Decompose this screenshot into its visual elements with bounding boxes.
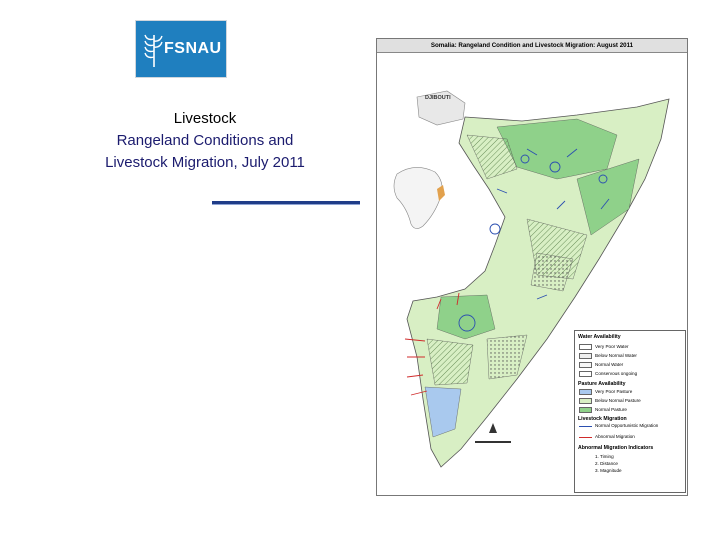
title-line-2: Rangeland Conditions and [116,132,294,149]
legend-line-blue [579,426,592,427]
legend-item: 2. Distance [595,461,618,466]
legend-swatch [579,344,592,350]
legend-item: Below Normal Water [595,353,637,358]
legend-swatch [579,353,592,359]
legend-item: Abnormal Migration [595,434,635,439]
legend-item: Very Poor Pasture [595,389,633,394]
legend-item: Conservous ongoing [595,371,638,376]
legend-line-red [579,437,592,438]
legend-swatch [579,407,592,413]
fsnau-logo [135,20,227,78]
africa-inset [394,167,442,228]
legend-water-heading: Water Availability [578,334,621,340]
logo-text: FSNAU [164,40,222,57]
scale-bar [475,441,511,443]
legend-item: Normal Opportunistic Migration [595,423,659,428]
map-title: Somalia: Rangeland Condition and Livestock Migration: August 2011 [377,39,687,53]
legend-swatch [579,398,592,404]
wheat-icon [142,29,166,69]
somalia-rangeland-map [376,38,688,496]
legend-swatch [579,371,592,377]
legend-item: Very Poor Water [595,344,629,349]
legend-item: 3. Magnitude [595,468,622,473]
legend-migration-heading: Livestock Migration [578,416,627,422]
legend-indicators-heading: Abnormal Migration Indicators [578,445,654,451]
legend-item: Below Normal Pasture [595,398,641,403]
slide-title [55,108,355,174]
title-line-3: Livestock Migration, July 2011 [105,154,305,171]
legend-swatch [579,389,592,395]
below-normal-water-south [427,339,473,385]
legend-pasture-heading: Pasture Availability [578,381,626,387]
legend-item: Normal Pasture [595,407,627,412]
map-legend [574,330,686,493]
djibouti-label: DJIBOUTI [425,95,451,101]
legend-item: Normal Water [595,362,624,367]
title-divider-shadow [212,204,360,205]
north-arrow-icon [489,423,497,433]
title-line-1: Livestock [173,110,237,127]
legend-swatch [579,362,592,368]
legend-item: 1. Timing [595,454,614,459]
